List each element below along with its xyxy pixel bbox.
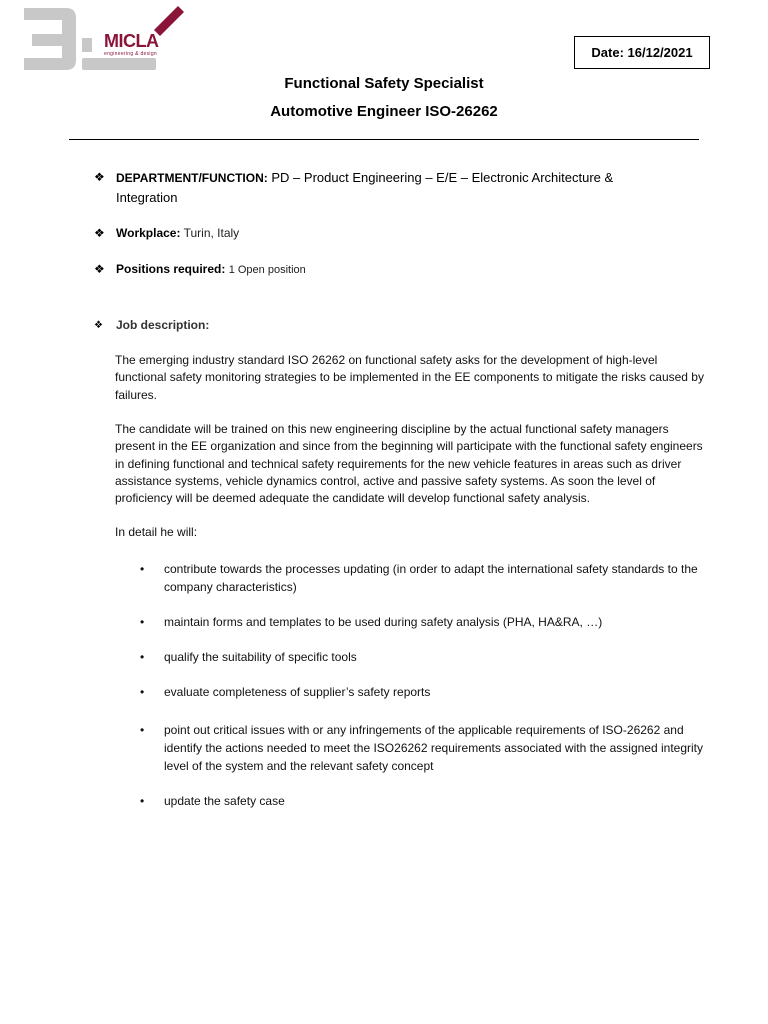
list-item <box>140 613 710 631</box>
positions-row <box>94 260 654 280</box>
logo-text: MICLA <box>104 31 159 51</box>
document-subtitle: Automotive Engineer ISO-26262 <box>270 103 498 120</box>
list-item <box>140 683 710 701</box>
list-item <box>140 792 710 810</box>
title-divider <box>69 139 699 140</box>
department-value-cont: Integration <box>116 190 178 205</box>
list-item-text: point out critical issues with or any infringements of the applicable requirements of ISO-26262 and identify the actions needed to meet the ISO26262 requirements associated with the assigned integrity level of the system and the relevant safety concept <box>164 723 703 773</box>
workplace-value: Turin, Italy <box>183 226 240 240</box>
bullet-dot-icon: • <box>140 650 145 664</box>
positions-label: Positions required: <box>116 262 226 276</box>
list-item <box>140 560 710 596</box>
diamond-bullet-icon: ❖ <box>94 262 105 276</box>
workplace-row <box>94 224 654 243</box>
logo-subtitle: engineering & design <box>104 51 157 57</box>
department-row <box>94 168 654 207</box>
list-item <box>140 648 710 666</box>
bullet-dot-icon: • <box>140 685 145 699</box>
list-item-text: update the safety case <box>164 794 285 808</box>
date-box: Date: 16/12/2021 <box>574 36 710 69</box>
list-item-text: contribute towards the processes updating (in order to adapt the international safety standards to the company characteristics) <box>164 562 698 594</box>
diamond-bullet-icon: ❖ <box>94 226 105 240</box>
department-value: PD – Product Engineering – E/E – Electronic Architecture & <box>271 170 614 185</box>
list-item <box>140 721 710 775</box>
bullet-dot-icon: • <box>140 562 145 576</box>
positions-value: 1 Open position <box>228 264 306 276</box>
list-item-text: qualify the suitability of specific tools <box>164 650 357 664</box>
job-paragraph-1: The emerging industry standard ISO 26262 on functional safety asks for the development of high-level functional safety monitoring strategies to be implemented in the EE components to mitigate the risks caused by failures. <box>115 353 704 402</box>
document-title: Functional Safety Specialist <box>284 75 484 92</box>
diamond-bullet-icon: ❖ <box>94 320 103 331</box>
bullet-dot-icon: • <box>140 615 145 629</box>
workplace-label: Workplace: <box>116 226 181 240</box>
job-description-heading-row <box>94 316 654 335</box>
job-paragraph-2: The candidate will be trained on this new engineering discipline by the actual functional safety managers present in the EE organization and since from the beginning will participate with the functional safety engineers in defining functional and technical safety requirements for the new vehicle features in areas such as driver assistance systems, vehicle dynamics control, active and passive safety systems. As soon the level of proficiency will be deemed adequate the candidate will develop functional safety analysis. <box>115 422 703 506</box>
diamond-bullet-icon: ❖ <box>94 170 105 184</box>
bullet-dot-icon: • <box>140 794 145 808</box>
list-item-text: maintain forms and templates to be used during safety analysis (PHA, HA&RA, …) <box>164 615 603 629</box>
list-item-text: evaluate completeness of supplier’s safety reports <box>164 685 431 699</box>
job-description-heading: Job description: <box>116 318 210 332</box>
department-label: DEPARTMENT/FUNCTION: <box>116 171 268 185</box>
job-intro: In detail he will: <box>115 525 198 539</box>
bullet-dot-icon: • <box>140 723 145 737</box>
company-logo <box>20 2 190 74</box>
